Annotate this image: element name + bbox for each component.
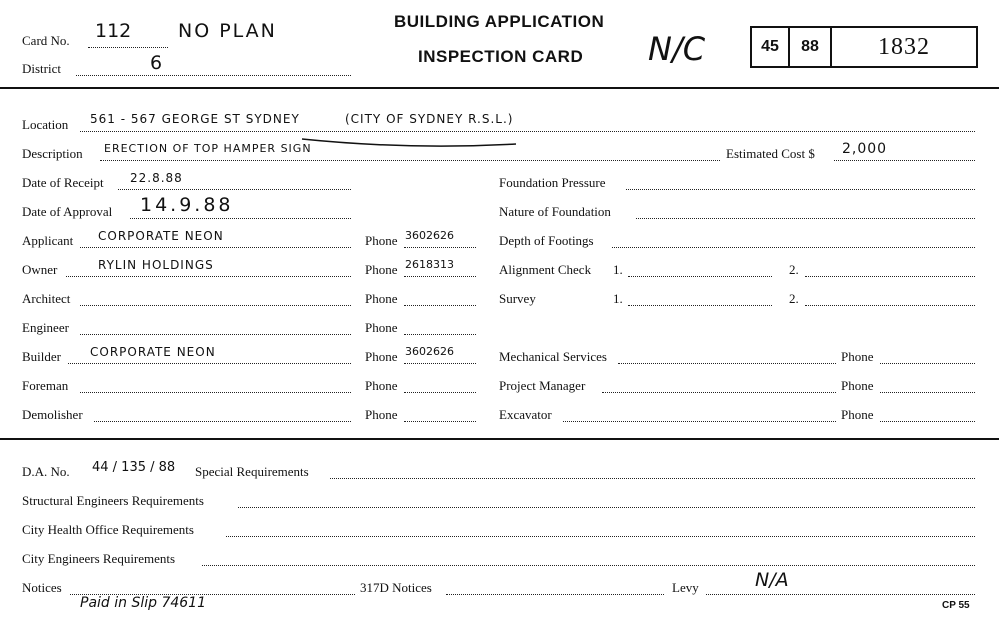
no-plan-note: NO PLAN <box>178 20 277 42</box>
applicant-phone-line <box>404 247 476 248</box>
estimated-cost-label: Estimated Cost $ <box>726 146 815 161</box>
owner-phone-label: Phone <box>365 262 398 277</box>
city-engineers-label: City Engineers Requirements <box>22 551 176 566</box>
reference-box-2-value: 88 <box>801 38 819 55</box>
survey-label: Survey <box>499 291 536 306</box>
payment-note: Paid in Slip 74611 <box>80 595 206 611</box>
notices-label: Notices <box>22 580 62 595</box>
applicant-label: Applicant <box>22 233 74 248</box>
demolisher-phone-line <box>404 421 476 422</box>
levy-line <box>706 594 975 595</box>
project-manager-phone-line <box>880 392 975 393</box>
da-no-value: 44 / 135 / 88 <box>92 460 176 475</box>
location-value: 561 - 567 GEORGE ST SYDNEY <box>90 112 300 126</box>
foreman-line <box>80 392 351 393</box>
applicant-phone-label: Phone <box>365 233 398 248</box>
engineer-phone-label: Phone <box>365 320 398 335</box>
approval-line <box>130 218 351 219</box>
owner-label: Owner <box>22 262 58 277</box>
builder-label: Builder <box>22 349 61 364</box>
levy-value: N/A <box>755 569 789 591</box>
card-no-label: Card No. <box>22 33 70 48</box>
mechanical-services-line <box>618 363 836 364</box>
owner-phone-line <box>404 276 476 277</box>
location-label: Location <box>22 117 69 132</box>
demolisher-line <box>94 421 351 422</box>
district-line <box>76 75 351 76</box>
form-title-line2: INSPECTION CARD <box>418 47 584 66</box>
mechanical-phone-label: Phone <box>841 349 874 364</box>
excavator-label: Excavator <box>499 407 552 422</box>
city-health-label: City Health Office Requirements <box>22 522 194 537</box>
form-code: CP 55 <box>942 600 970 611</box>
owner-phone-value: 2618313 <box>405 258 454 271</box>
alignment-line-2 <box>805 276 975 277</box>
builder-phone-line <box>404 363 476 364</box>
foreman-phone-line <box>404 392 476 393</box>
engineer-line <box>80 334 351 335</box>
survey-line-2 <box>805 305 975 306</box>
location-line <box>80 131 975 132</box>
project-manager-label: Project Manager <box>499 378 586 393</box>
district-value: 6 <box>150 52 163 74</box>
foreman-phone-label: Phone <box>365 378 398 393</box>
builder-phone-value: 3602626 <box>405 345 454 358</box>
levy-label: Levy <box>672 580 699 595</box>
estimated-cost-line <box>834 160 975 161</box>
applicant-line <box>80 247 351 248</box>
alignment-num-2: 2. <box>789 262 799 277</box>
reference-box-3-value: 1832 <box>878 33 930 60</box>
excavator-phone-label: Phone <box>841 407 874 422</box>
depth-footings-label: Depth of Footings <box>499 233 594 248</box>
approval-label: Date of Approval <box>22 204 113 219</box>
header-divider <box>0 87 999 89</box>
mechanical-phone-line <box>880 363 975 364</box>
nature-foundation-line <box>636 218 975 219</box>
survey-num-1: 1. <box>613 291 623 306</box>
city-health-line <box>226 536 975 537</box>
reference-box-2 <box>788 26 832 68</box>
description-line <box>100 160 720 161</box>
approval-value: 14.9.88 <box>140 194 234 216</box>
nature-foundation-label: Nature of Foundation <box>499 204 611 219</box>
section-divider <box>0 438 999 440</box>
card-no-value: 112 <box>95 20 132 42</box>
builder-phone-label: Phone <box>365 349 398 364</box>
depth-footings-line <box>612 247 975 248</box>
project-manager-line <box>602 392 836 393</box>
excavator-line <box>563 421 836 422</box>
survey-line-1 <box>628 305 772 306</box>
district-label: District <box>22 61 61 76</box>
architect-label: Architect <box>22 291 71 306</box>
reference-box-1-value: 45 <box>761 38 779 55</box>
alignment-num-1: 1. <box>613 262 623 277</box>
special-requirements-label: Special Requirements <box>195 464 309 479</box>
demolisher-phone-label: Phone <box>365 407 398 422</box>
owner-line <box>66 276 351 277</box>
receipt-value: 22.8.88 <box>130 171 183 185</box>
foreman-label: Foreman <box>22 378 69 393</box>
estimated-cost-value: 2,000 <box>842 141 888 157</box>
applicant-phone-value: 3602626 <box>405 229 454 242</box>
alignment-check-label: Alignment Check <box>499 262 592 277</box>
city-engineers-line <box>202 565 975 566</box>
builder-value: CORPORATE NEON <box>90 345 216 359</box>
architect-phone-label: Phone <box>365 291 398 306</box>
alignment-line-1 <box>628 276 772 277</box>
project-manager-phone-label: Phone <box>841 378 874 393</box>
demolisher-label: Demolisher <box>22 407 83 422</box>
mechanical-services-label: Mechanical Services <box>499 349 607 364</box>
excavator-phone-line <box>880 421 975 422</box>
notices-317d-label: 317D Notices <box>360 580 432 595</box>
architect-phone-line <box>404 305 476 306</box>
description-value: ERECTION OF TOP HAMPER SIGN <box>104 142 312 155</box>
receipt-label: Date of Receipt <box>22 175 104 190</box>
nc-mark: N/C <box>648 30 706 68</box>
location-note: (CITY OF SYDNEY R.S.L.) <box>345 112 514 126</box>
foundation-pressure-label: Foundation Pressure <box>499 175 606 190</box>
reference-box-3 <box>830 26 978 68</box>
survey-num-2: 2. <box>789 291 799 306</box>
description-label: Description <box>22 146 83 161</box>
engineer-label: Engineer <box>22 320 69 335</box>
applicant-value: CORPORATE NEON <box>98 229 224 243</box>
builder-line <box>68 363 351 364</box>
structural-engineers-label: Structural Engineers Requirements <box>22 493 204 508</box>
receipt-line <box>118 189 351 190</box>
card-no-line <box>88 47 168 48</box>
da-no-label: D.A. No. <box>22 464 70 479</box>
foundation-pressure-line <box>626 189 975 190</box>
owner-value: RYLIN HOLDINGS <box>98 258 214 272</box>
structural-engineers-line <box>238 507 975 508</box>
engineer-phone-line <box>404 334 476 335</box>
handwritten-underline <box>300 136 520 148</box>
reference-box-1 <box>750 26 790 68</box>
special-requirements-line <box>330 478 975 479</box>
architect-line <box>80 305 351 306</box>
form-title-line1: BUILDING APPLICATION <box>394 12 605 31</box>
notices-317d-line <box>446 594 664 595</box>
